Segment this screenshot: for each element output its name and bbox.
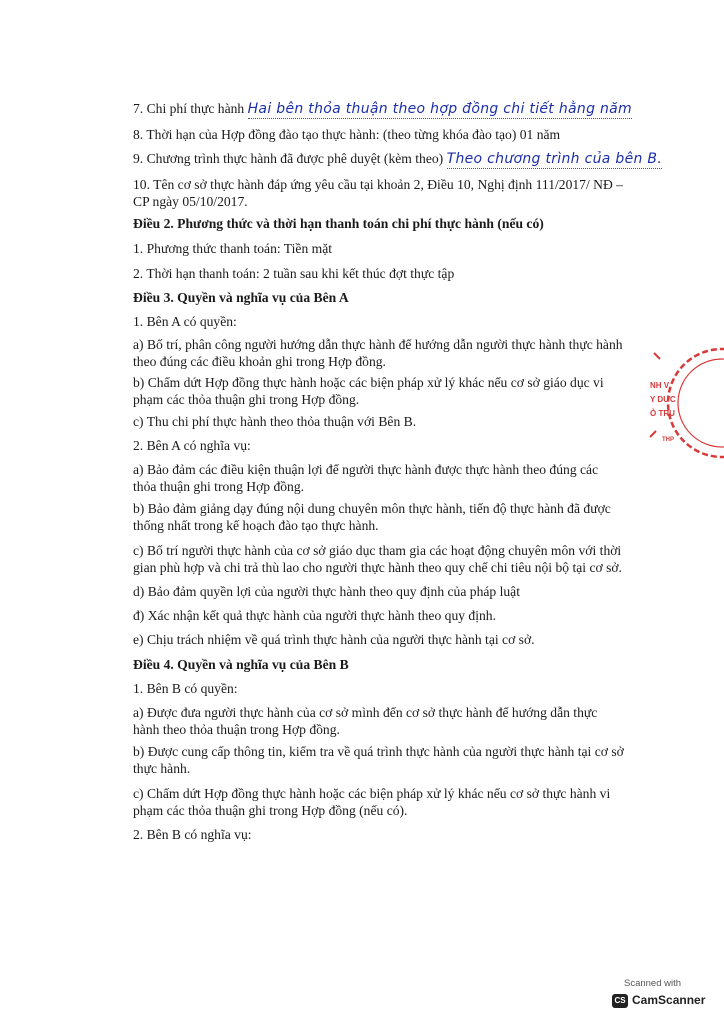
red-stamp [640,345,724,465]
article-4-right-b-1: b) Được cung cấp thông tin, kiểm tra về quá trình thực hành của người thực hành tại cơ sở [133,744,624,759]
article-4-right-c-2: phạm các thỏa thuận ghi trong Hợp đồng (nếu có). [133,803,408,818]
item-7-handwritten: Hai bên thỏa thuận theo hợp đồng chi tiết hằng năm [247,101,632,117]
article-3-right-b-1: b) Chấm dứt Hợp đồng thực hành hoặc các biện pháp xử lý khác nếu cơ sở giáo dục vi [133,375,604,390]
stamp-text-3: Ỏ TRU [650,409,675,418]
stamp-text-4: THP [662,437,674,443]
item-10-line-1: 10. Tên cơ sở thực hành đáp ứng yêu cầu tại khoản 2, Điều 10, Nghị định 111/2017/ NĐ – [133,177,623,192]
article-2-item-2: 2. Thời hạn thanh toán: 2 tuần sau khi kết thúc đợt thực tập [133,266,455,281]
article-4-right-a-2: hành theo thỏa thuận trong Hợp đồng. [133,722,340,737]
item-9-handwritten: Theo chương trình của bên B. [446,151,663,167]
article-3-right-b-2: phạm các thỏa thuận ghi trong Hợp đồng. [133,392,360,407]
article-3-heading: Điều 3. Quyền và nghĩa vụ của Bên A [133,290,349,305]
article-4-duties-heading: 2. Bên B có nghĩa vụ: [133,827,252,842]
article-3-duty-e: e) Chịu trách nhiệm về quá trình thực hành của người thực hành tại cơ sở. [133,632,535,647]
article-3-duty-c-2: gian phù hợp và chi trả thù lao cho người thực hành theo quy chế chi tiêu nội bộ tại cơ sở. [133,560,622,575]
article-3-duty-a-1: a) Bảo đảm các điều kiện thuận lợi để người thực hành được thực hành theo đúng các [133,462,599,477]
article-4-right-a-1: a) Được đưa người thực hành của cơ sở mình đến cơ sở thực hành để hướng dẫn thực [133,705,598,720]
article-3-duty-b-1: b) Bảo đảm giảng dạy đúng nội dung chuyên môn thực hành, tiến độ thực hành đã được [133,501,611,516]
article-3-right-c: c) Thu chi phí thực hành theo thỏa thuận với Bên B. [133,414,417,429]
article-3-right-a-1: a) Bố trí, phân công người hướng dẫn thực hành để hướng dẫn người thực hành thực hành [133,337,623,352]
article-2-item-1: 1. Phương thức thanh toán: Tiền mặt [133,241,333,256]
article-3-right-a-2: theo đúng các điều khoản ghi trong Hợp đồng. [133,354,386,369]
camscanner-brand: CamScanner [632,993,706,1007]
article-3-duty-b-2: thống nhất trong kế hoạch đào tạo thực hành. [133,518,379,533]
item-10-line-2: CP ngày 05/10/2017. [133,194,248,209]
article-3-duty-a-2: thỏa thuận ghi trong Hợp đồng. [133,479,305,494]
scanned-with-caption: Scanned with [624,978,682,989]
stamp-text-1: NH V [650,381,670,390]
stamp-ring-icon [640,345,724,465]
item-9-line [133,150,662,168]
item-7-line [133,100,632,118]
camscanner-logo-icon: CS [612,994,628,1008]
article-3-duty-dd: đ) Xác nhận kết quả thực hành của người thực hành theo quy định. [133,608,496,623]
article-3-duty-d: d) Bảo đảm quyền lợi của người thực hành theo quy định của pháp luật [133,584,520,599]
article-3-rights-heading: 1. Bên A có quyền: [133,314,237,329]
item-9-label: 9. Chương trình thực hành đã được phê duyệt (kèm theo) [133,151,444,166]
article-3-duty-c-1: c) Bố trí người thực hành của cơ sở giáo dục tham gia các hoạt động chuyên môn với thời [133,543,622,558]
article-4-right-c-1: c) Chấm dứt Hợp đồng thực hành hoặc các biện pháp xử lý khác nếu cơ sở thực hành vi [133,786,611,801]
stamp-text-2: Y DƯC [650,395,676,404]
article-3-duties-heading: 2. Bên A có nghĩa vụ: [133,438,251,453]
camscanner-watermark [606,975,710,1015]
item-7-label: 7. Chi phí thực hành [133,101,245,116]
item-8-line: 8. Thời hạn của Hợp đồng đào tạo thực hành: (theo từng khóa đào tạo) 01 năm [133,127,561,142]
article-4-heading: Điều 4. Quyền và nghĩa vụ của Bên B [133,657,349,672]
article-4-rights-heading: 1. Bên B có quyền: [133,681,238,696]
article-2-heading: Điều 2. Phương thức và thời hạn thanh toán chi phí thực hành (nếu có) [133,216,544,231]
article-4-right-b-2: thực hành. [133,761,191,776]
